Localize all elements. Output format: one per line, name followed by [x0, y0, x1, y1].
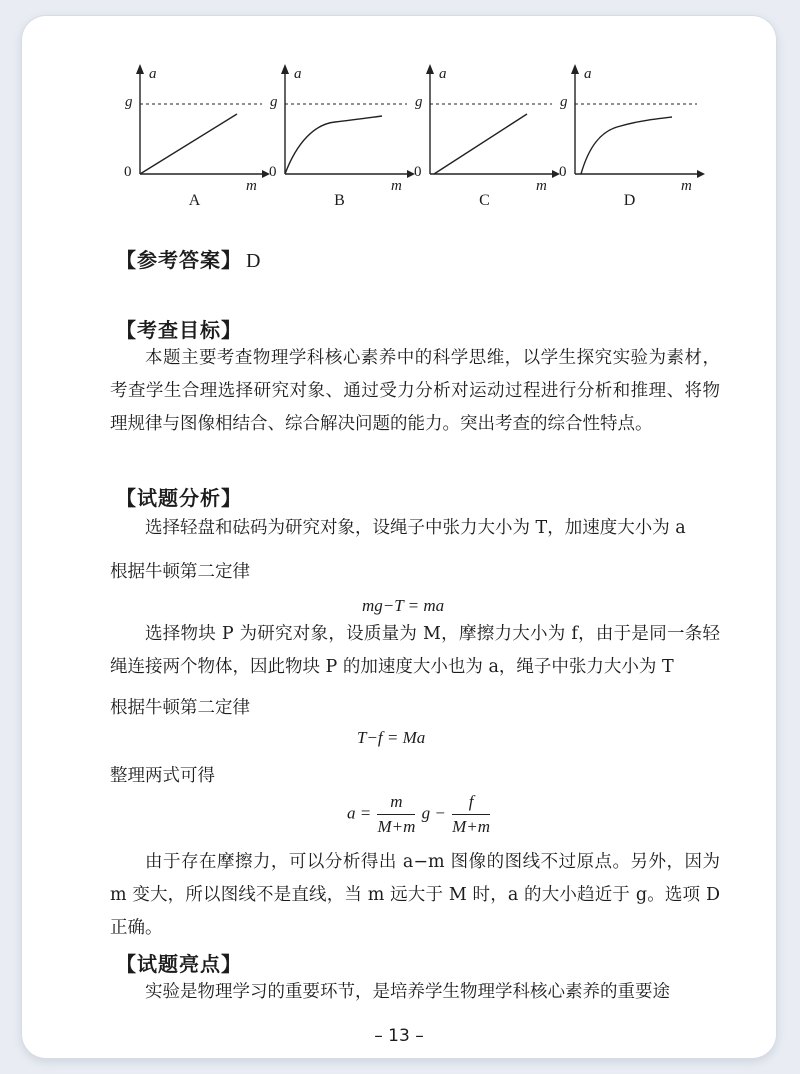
axis-g-label: g — [560, 94, 568, 110]
origin-label: 0 — [559, 164, 567, 180]
eq3-den-2: M+m — [452, 817, 491, 836]
objective-text: 本题主要考查物理学科核心素养中的科学思维，以学生探究实验为素材，考查学生合理选择研究对象、通过受力分析对运动过程进行分析和推理、将物理规律与图像相结合、综合解决问题的能力。突出考查的综合性特点。 — [110, 348, 720, 434]
eq3-den-1: M+m — [377, 817, 416, 836]
analysis-p1b: 根据牛顿第二定律 — [110, 562, 250, 582]
graph-c-plot — [412, 62, 557, 192]
analysis-p1: 选择轻盘和砝码为研究对象，设绳子中张力大小为 T，加速度大小为 a — [145, 518, 686, 538]
graph-c-label: C — [479, 192, 490, 209]
axis-a-label: a — [294, 66, 302, 82]
axis-g-label: g — [125, 94, 133, 110]
graph-d — [557, 62, 702, 222]
equation-3 — [347, 792, 492, 837]
answer-value: D — [246, 250, 262, 272]
axis-a-label: a — [149, 66, 157, 82]
origin-label: 0 — [269, 164, 277, 180]
highlight-text: 实验是物理学习的重要环节，是培养学生物理学科核心素养的重要途 — [145, 982, 670, 1002]
eq3-num-1: m — [377, 792, 415, 815]
graph-b-plot — [267, 62, 412, 192]
graph-d-plot — [557, 62, 702, 192]
eq3-mid: g − — [421, 803, 446, 823]
axis-a-label: a — [584, 66, 592, 82]
document-page — [22, 16, 776, 1058]
equation-2: T−f = Ma — [357, 728, 426, 747]
analysis-p2b: 根据牛顿第二定律 — [110, 698, 250, 718]
graph-b-label: B — [334, 192, 345, 209]
graph-a-label: A — [188, 192, 201, 209]
analysis-p3: 整理两式可得 — [110, 766, 215, 786]
origin-label: 0 — [124, 164, 132, 180]
analysis-p4: 由于存在摩擦力，可以分析得出 a−m 图像的图线不过原点。另外，因为 m 变大，所以图线不是直线，当 m 远大于 M 时，a 的大小趋近于 g。选项 D 正确。 — [110, 852, 720, 938]
answer-section — [116, 244, 261, 273]
equation-1: mg−T = ma — [362, 596, 445, 615]
eq3-fraction-1 — [377, 792, 415, 837]
option-graphs — [122, 62, 722, 222]
highlight-title: 【试题亮点】 — [116, 952, 242, 976]
analysis-p2: 选择物块 P 为研究对象，设质量为 M，摩擦力大小为 f，由于是同一条轻绳连接两个物体，因此物块 P 的加速度大小也为 a，绳子中张力大小为 T — [110, 624, 720, 677]
graph-b — [267, 62, 412, 222]
axis-a-label: a — [439, 66, 447, 82]
axis-g-label: g — [415, 94, 423, 110]
axis-g-label: g — [270, 94, 278, 110]
page-number: – 13 – — [374, 1026, 424, 1046]
axis-m-label: m — [536, 178, 547, 194]
graph-c — [412, 62, 557, 222]
axis-m-label: m — [681, 178, 692, 194]
origin-label: 0 — [414, 164, 422, 180]
eq3-num-2: f — [452, 792, 490, 815]
analysis-title: 【试题分析】 — [116, 486, 242, 510]
graph-a — [122, 62, 267, 222]
objective-title: 【考查目标】 — [116, 318, 242, 342]
eq3-fraction-2 — [452, 792, 490, 837]
axis-m-label: m — [391, 178, 402, 194]
answer-title: 【参考答案】 — [116, 248, 242, 272]
eq3-lhs: a = — [347, 803, 372, 823]
graph-d-label: D — [623, 192, 636, 209]
axis-m-label: m — [246, 178, 257, 194]
graph-a-plot — [122, 62, 267, 192]
